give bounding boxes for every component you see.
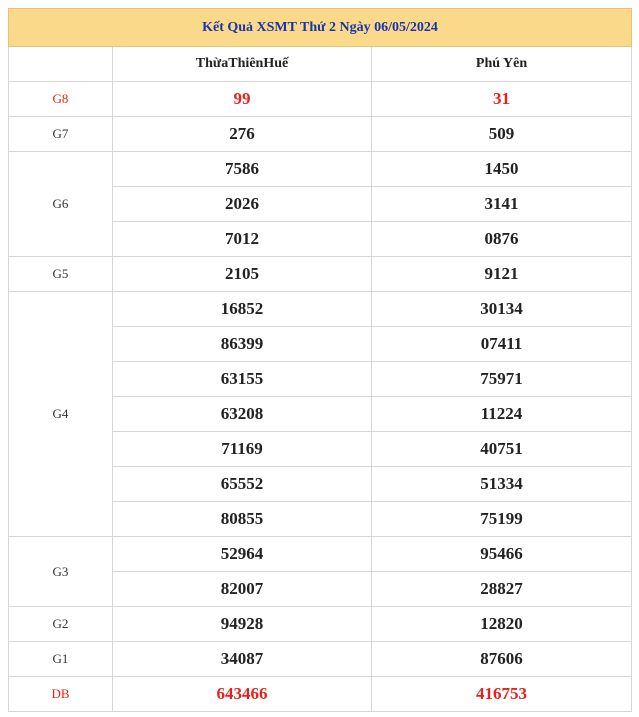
result-number: 3141 — [372, 187, 632, 222]
results-container — [8, 8, 631, 712]
table-row — [9, 607, 632, 642]
result-number: 82007 — [113, 572, 372, 607]
table-row — [9, 642, 632, 677]
prize-label: G1 — [9, 642, 113, 677]
result-number: 30134 — [372, 292, 632, 327]
result-number: 07411 — [372, 327, 632, 362]
result-number: 95466 — [372, 537, 632, 572]
result-number: 11224 — [372, 397, 632, 432]
prize-label: G8 — [9, 82, 113, 117]
result-number: 2105 — [113, 257, 372, 292]
result-number: 2026 — [113, 187, 372, 222]
result-number: 643466 — [113, 677, 372, 712]
result-number: 31 — [372, 82, 632, 117]
result-number: 40751 — [372, 432, 632, 467]
result-number: 80855 — [113, 502, 372, 537]
lottery-results-table — [8, 8, 632, 712]
prize-label: G4 — [9, 292, 113, 537]
title-row — [9, 9, 632, 47]
result-number: 52964 — [113, 537, 372, 572]
table-row — [9, 677, 632, 712]
result-number: 7586 — [113, 152, 372, 187]
header-row — [9, 47, 632, 82]
header-province-2: Phú Yên — [372, 47, 632, 82]
result-number: 65552 — [113, 467, 372, 502]
table-row — [9, 117, 632, 152]
prize-label: G2 — [9, 607, 113, 642]
prize-label: G5 — [9, 257, 113, 292]
result-number: 94928 — [113, 607, 372, 642]
prize-label: G7 — [9, 117, 113, 152]
header-prize-column — [9, 47, 113, 82]
table-row — [9, 292, 632, 327]
result-number: 16852 — [113, 292, 372, 327]
result-number: 12820 — [372, 607, 632, 642]
result-number: 51334 — [372, 467, 632, 502]
result-number: 416753 — [372, 677, 632, 712]
result-number: 7012 — [113, 222, 372, 257]
result-number: 71169 — [113, 432, 372, 467]
header-province-1: ThừaThiênHuế — [113, 47, 372, 82]
result-number: 63155 — [113, 362, 372, 397]
result-number: 99 — [113, 82, 372, 117]
result-number: 0876 — [372, 222, 632, 257]
table-row — [9, 82, 632, 117]
result-number: 63208 — [113, 397, 372, 432]
result-number: 75199 — [372, 502, 632, 537]
table-row — [9, 537, 632, 572]
table-row — [9, 257, 632, 292]
results-body — [9, 9, 632, 712]
prize-label: G3 — [9, 537, 113, 607]
result-number: 86399 — [113, 327, 372, 362]
result-number: 87606 — [372, 642, 632, 677]
result-number: 9121 — [372, 257, 632, 292]
prize-label: DB — [9, 677, 113, 712]
page-title: Kết Quả XSMT Thứ 2 Ngày 06/05/2024 — [9, 9, 632, 47]
result-number: 28827 — [372, 572, 632, 607]
result-number: 509 — [372, 117, 632, 152]
table-row — [9, 152, 632, 187]
result-number: 1450 — [372, 152, 632, 187]
result-number: 276 — [113, 117, 372, 152]
result-number: 34087 — [113, 642, 372, 677]
result-number: 75971 — [372, 362, 632, 397]
prize-label: G6 — [9, 152, 113, 257]
